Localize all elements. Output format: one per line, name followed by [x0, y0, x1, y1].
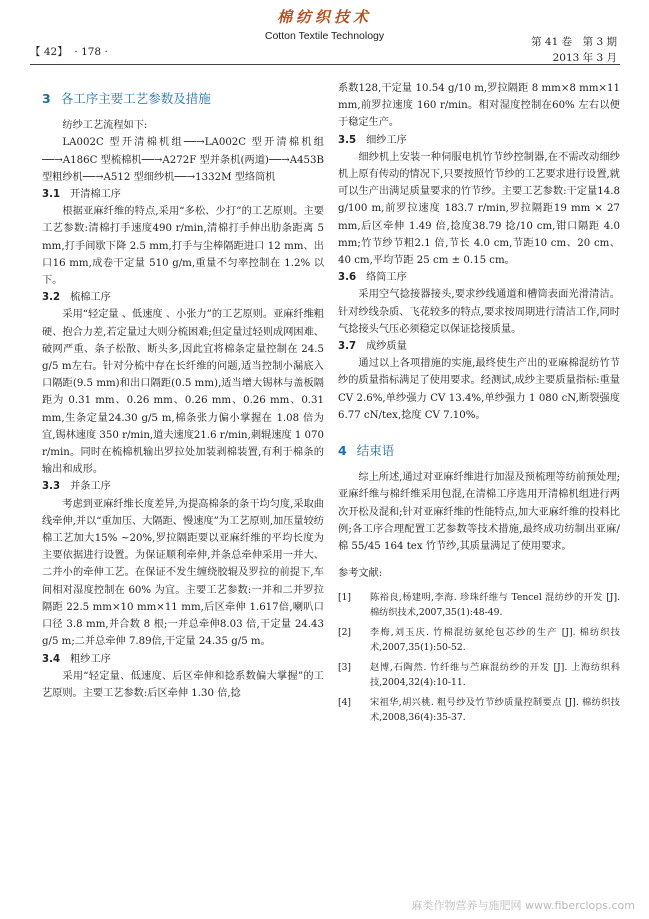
watermark: 麻类作物营养与施肥网 www.fiberclops.com: [411, 899, 635, 912]
reference-item: [3] 赵博,石陶然. 竹纤维与苎麻混纺纱的开发 [J]. 上海纺织科技,2004,32(4):10-11.: [338, 662, 620, 689]
reference-item: [4] 宋祖华,胡兴桃. 粗号纱及竹节纱质量控制要点 [J]. 棉纺织技术,2008,36(4):35-37.: [338, 697, 620, 724]
section-3-1-text: 根据亚麻纤维的特点,采用“多松、少打”的工艺原则。主要工艺参数:清棉打手速度490 r/min,清棉打手伸出肋条距离 5 mm,打手间歇下降 2.5 mm,打手与尘棒隔距进口 12 mm、出口16 mm,成卷干定量 510 g/m,重量不匀率控制在 1.2% 以下。: [42, 206, 324, 287]
section-3-7-heading: 3.7 成纱质量: [338, 341, 407, 353]
journal-english-name: Cotton Textile Technology: [264, 30, 385, 42]
section-3-5-heading: 3.5 细纱工序: [338, 134, 407, 146]
header-rule: [30, 64, 620, 65]
section-3-5-text: 细纱机上安装一种伺服电机竹节纱控制器,在不需改动细纱机上原有传动的情况下,只要按照竹节纱的工艺要求进行设置,就可以生产出满足质量要求的竹节纱。主要工艺参数:干定量14.8 g/100 m,前罗拉速度 183.7 r/min,罗拉隔距19 mm × 27 mm,后区牵伸 1.49 倍,捻度38.79 捻/10 cm,钳口隔距 4.0 mm;竹节纱节粗2.1 倍,节长 4.0 cm,节距10 cm、20 cm、40 cm,平均节距 25 cm ± 0.15 cm。: [338, 151, 620, 267]
references-title: 参考文献:: [338, 568, 383, 580]
left-column: [42, 72, 324, 702]
page-number: 【 42】 · 178 ·: [30, 46, 108, 58]
flow-intro: 纺纱工艺流程如下:: [62, 120, 148, 132]
section-3-2-heading: 3.2 梳棉工序: [42, 292, 111, 304]
process-flow: LA002C 型开清棉机组──→LA002C 型开清棉机组──→A186C 型梳棉机──→A272F 型并条机(两道)──→A453B 型粗纱机──→A512 型细纱机──→1332M 型络筒机: [42, 137, 324, 183]
conclusion-text: 综上所述,通过对亚麻纤维进行加湿及预梳理等纺前预处理;亚麻纤维与棉纤维采用包混,在清棉工序选用开清棉机组进行两次开松及混和;针对亚麻纤维的性能特点,加大亚麻纤维的投料比例;各工序合理配置工艺参数等技术措施,最终成功纺制出亚麻/棉 55/45 164 tex 竹节纱,其质量满足了使用要求。: [338, 472, 620, 553]
issue-date: 2013 年 3 月: [552, 52, 617, 64]
section-3-6-heading: 3.6 络筒工序: [338, 272, 407, 284]
reference-list: [338, 590, 620, 725]
section-3-3-heading: 3.3 并条工序: [42, 481, 111, 493]
journal-logo: 棉纺织技术: [276, 8, 372, 26]
issue-info: [531, 34, 617, 66]
section-3-heading: 3 各工序主要工艺参数及措施: [42, 91, 211, 106]
right-column: [338, 80, 620, 730]
volume-issue: 第 41 卷 第 3 期: [531, 36, 617, 48]
section-3-3-text: 考虑到亚麻纤维长度差异,为提高棉条的条干均匀度,采取曲线牵伸,并以“重加压、大隔距、慢速度”为工艺原则,加压量较纺棉工艺加大15% ~20%,罗拉隔距要以亚麻纤维的平均长度为主要依据进行设置。为保证顺利牵伸,并条总牵伸采用一并大、二并小的牵伸工艺。在保证不发生缠绕胶辊及罗拉的前提下,车间相对湿度控制在 60% 为宜。主要工艺参数:一并和二并罗拉隔距 22.5 mm×10 mm×11 mm,后区牵伸 1.617倍,喇叭口口径 3.8 mm,并合数 8 根;一并总牵伸8.03 倍,干定量 24.43 g/5 m;二并总牵伸 7.89倍,干定量 24.35 g/5 m。: [42, 498, 324, 648]
reference-item: [2] 李梅,刘玉庆. 竹棉混纺氨纶包芯纱的生产 [J]. 棉纺织技术,2007,35(1):50-52.: [338, 627, 620, 654]
section-3-2-text: 采用“轻定量 、低速度 、小张力”的工艺原则。亚麻纤维粗硬、抱合力差,若定量过大则分梳困难;但定量过轻则成网困难、破网严重、条子松散、断头多,因此宜将棉条定量控制在 24.5 g/5 m左右。针对分梳中存在长纤维的问题,适当控制小漏底入口隔距(9.5 mm)和出口隔距(0.5 mm),适当增大锡林与盖板隔距为 0.31 mm、0.26 mm、0.26 mm、0.26 mm、0.31 mm,生条定量24.30 g/5 m,棉条张力偏小掌握在 1.08 倍为宜,锡林速度 350 r/min,道夫速度21.6 r/min,刺辊速度 1 070 r/min。同时在梳棉机输出罗拉处加装剥棉装置,有利于棉条的输出和成形。: [42, 309, 324, 476]
section-3-7-text: 通过以上各项措施的实施,最终使生产出的亚麻棉混纺竹节纱的质量指标满足了使用要求。经测试,成纱主要质量指标:重量 CV 2.6%,单纱强力 CV 13.4%,单纱强力 1 080 cN,断裂强度6.77 cN/tex,捻度 CV 7.10%。: [338, 358, 620, 421]
section-3-1-heading: 3.1 开清棉工序: [42, 189, 121, 201]
section-3-4-continued: 系数128,干定量 10.54 g/10 m,罗拉隔距 8 mm×8 mm×11 mm,前罗拉速度 160 r/min。相对湿度控制在60% 左右以便于稳定生产。: [338, 83, 620, 129]
reference-item: [1] 陈裕良,杨建明,李海. 珍珠纤维与 Tencel 混纺纱的开发 [J]. 棉纺织技术,2007,35(1):48-49.: [338, 592, 620, 619]
section-4-heading: 4 结束语: [338, 443, 395, 459]
section-3-4-heading: 3.4 粗纱工序: [42, 653, 111, 665]
section-3-6-text: 采用空气捻接器接头,要求纱线通道和槽筒表面光滑清洁。针对纱线杂质、飞花较多的特点,要求按周期进行清洁工作,同时气捻接头气压必须稳定以保证捻接质量。: [338, 289, 620, 335]
section-3-4-text: 采用“轻定量、低速度、后区牵伸和捻系数偏大掌握”的工艺原则。主要工艺参数:后区牵伸 1.30 倍,捻: [42, 670, 324, 699]
